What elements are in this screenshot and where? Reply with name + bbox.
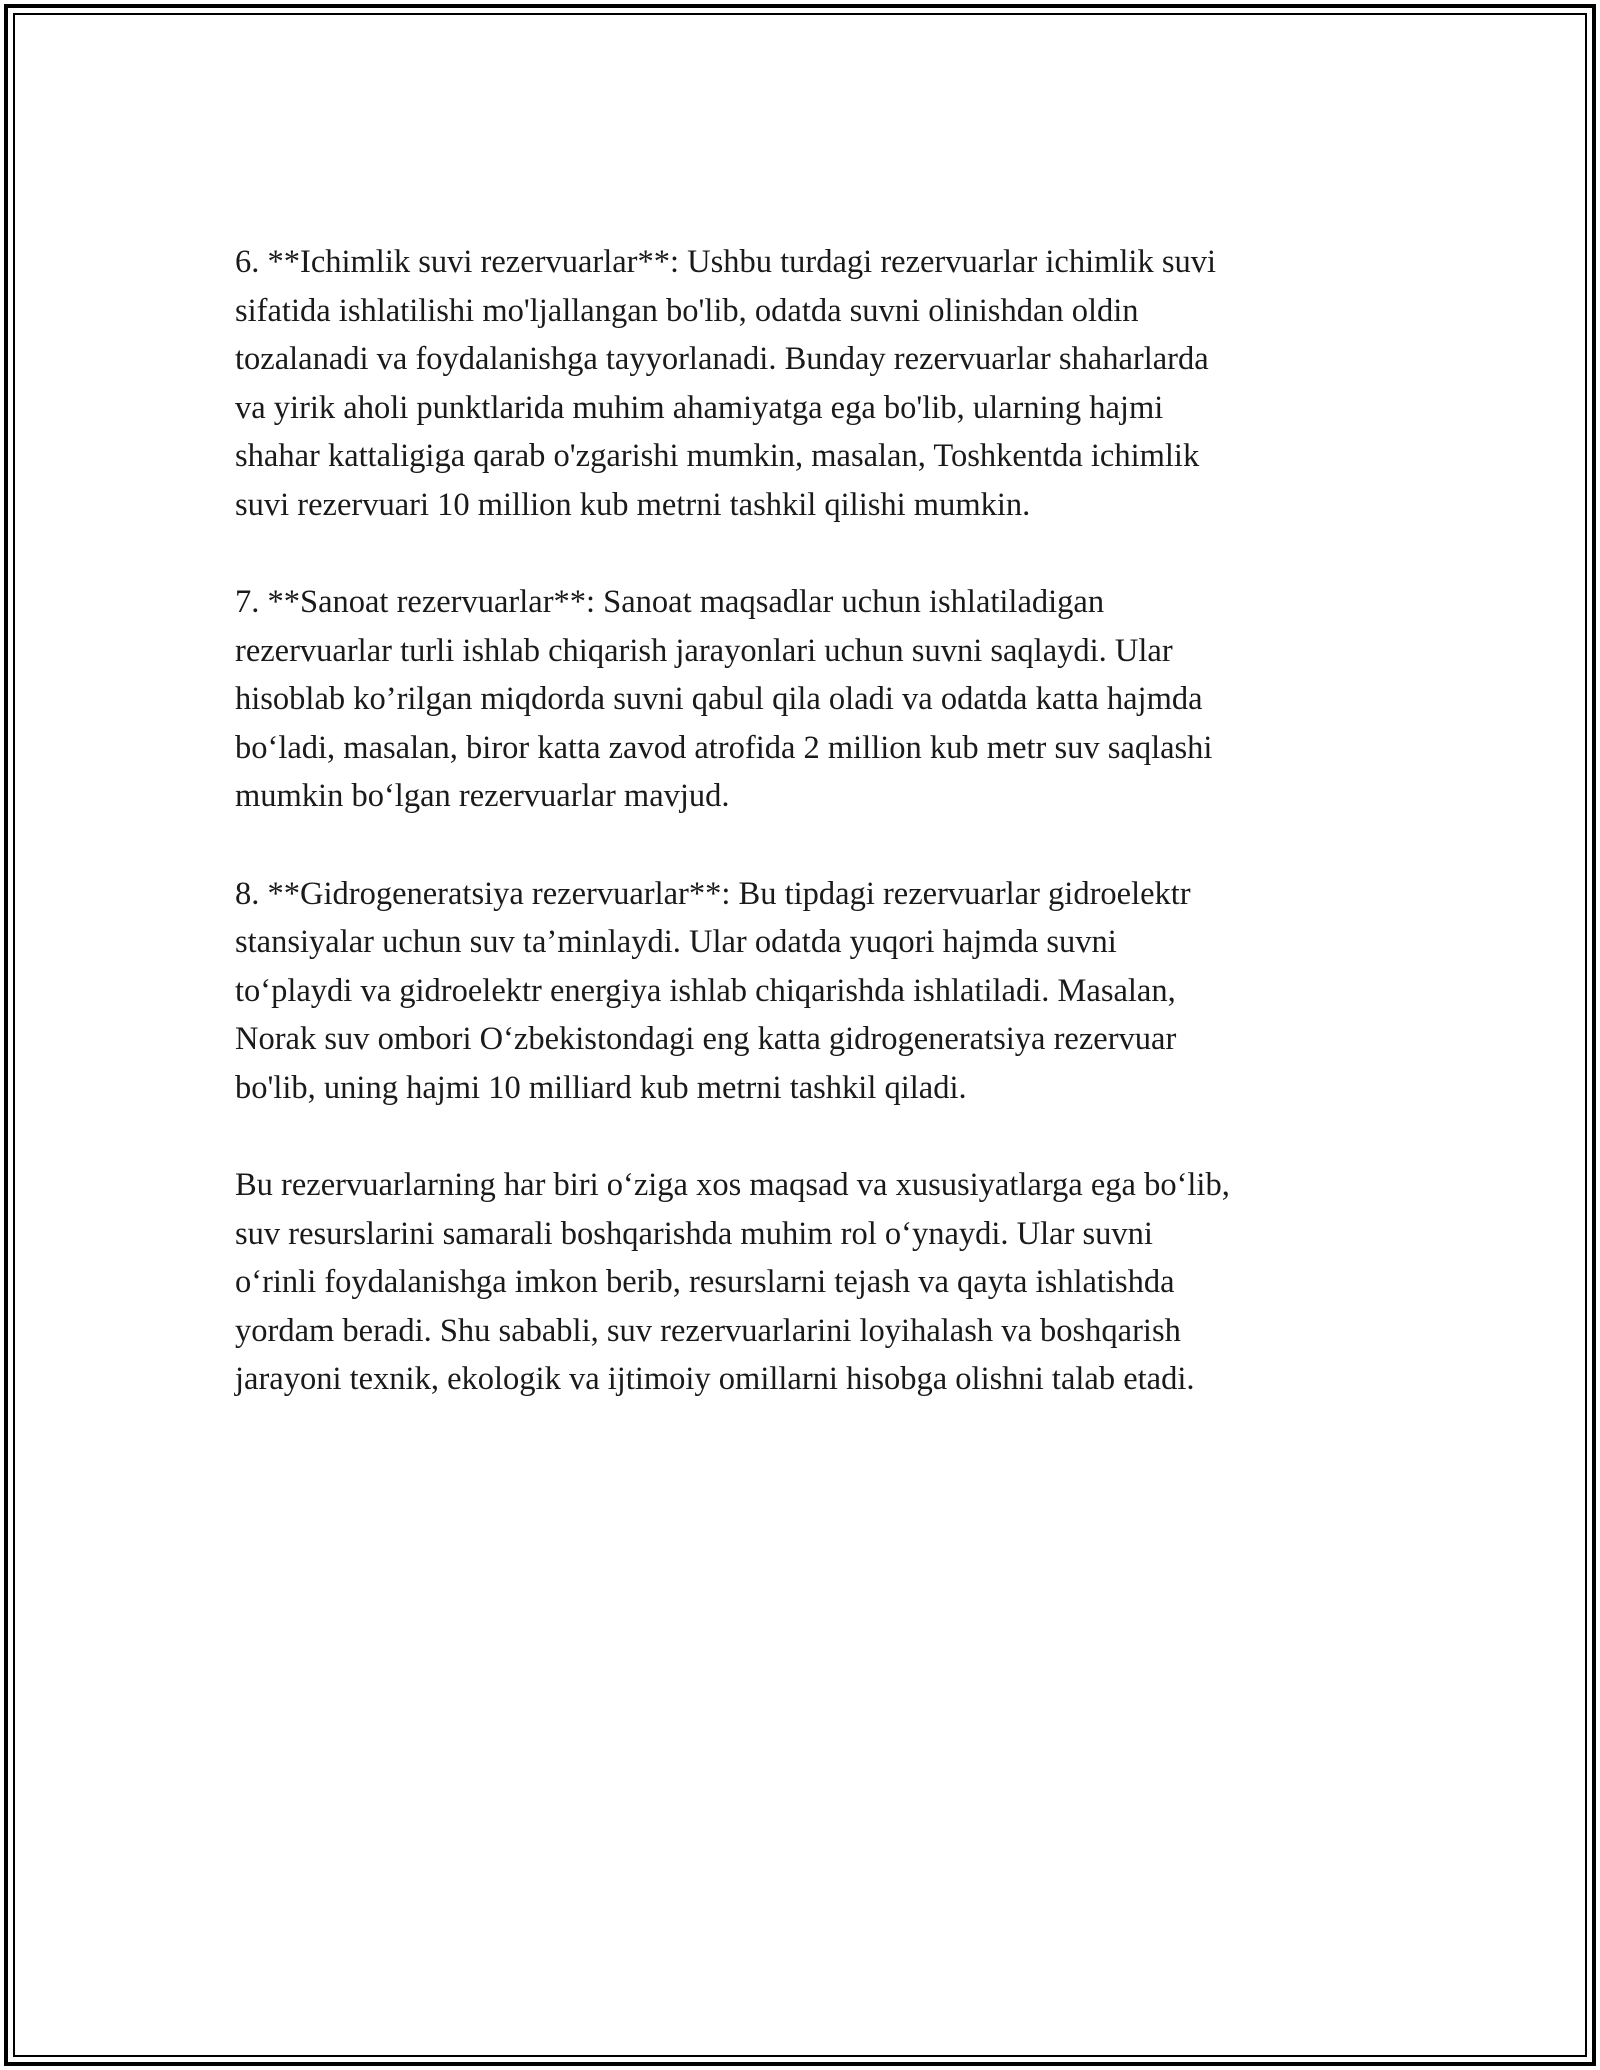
document-body (235, 238, 1385, 1453)
text-line: jarayoni texnik, ekologik va ijtimoiy omillarni hisobga olishni talab etadi. (235, 1361, 1195, 1397)
paragraph-drinking-water-reservoirs (235, 238, 1385, 529)
text-line: Bu rezervuarlarning har biri o‘ziga xos maqsad va xususiyatlarga ega bo‘lib, (235, 1167, 1230, 1203)
text-line: 8. **Gidrogeneratsiya rezervuarlar**: Bu tipdagi rezervuarlar gidroelektr (235, 875, 1191, 912)
text-line: tozalanadi va foydalanishga tayyorlanadi. Bunday rezervuarlar shaharlarda (235, 341, 1209, 377)
text-line: to‘playdi va gidroelektr energiya ishlab chiqarishda ishlatiladi. Masalan, (235, 972, 1176, 1009)
text-line: yordam beradi. Shu sababli, suv rezervuarlarini loyihalash va boshqarish (235, 1312, 1181, 1349)
text-line: shahar kattaligiga qarab o'zgarishi mumkin, masalan, Toshkentda ichimlik (235, 438, 1200, 474)
text-line: va yirik aholi punktlarida muhim ahamiyatga ega bo'lib, ularning hajmi (235, 389, 1164, 426)
text-line: sifatida ishlatilishi mo'ljallangan bo'lib, odatda suvni olinishdan oldin (235, 292, 1139, 329)
text-line: stansiyalar uchun suv ta’minlaydi. Ular odatda yuqori hajmda suvni (235, 924, 1117, 960)
paragraph-hydrogeneration-reservoirs (235, 870, 1385, 1113)
text-line: hisoblab ko’rilgan miqdorda suvni qabul qila oladi va odatda katta hajmda (235, 681, 1203, 717)
text-line: suv resurslarini samarali boshqarishda muhim rol o‘ynaydi. Ular suvni (235, 1215, 1153, 1252)
text-line: 6. **Ichimlik suvi rezervuarlar**: Ushbu turdagi rezervuarlar ichimlik suvi (235, 244, 1217, 280)
text-line: 7. **Sanoat rezervuarlar**: Sanoat maqsadlar uchun ishlatiladigan (235, 584, 1105, 620)
text-line: Norak suv ombori O‘zbekistondagi eng katta gidrogeneratsiya rezervuar (235, 1021, 1177, 1057)
paragraph-industrial-reservoirs (235, 578, 1385, 821)
text-line: mumkin bo‘lgan rezervuarlar mavjud. (235, 778, 730, 814)
text-line: o‘rinli foydalanishga imkon berib, resurslarni tejash va qayta ishlatishda (235, 1264, 1175, 1300)
paragraph-conclusion (235, 1161, 1385, 1404)
text-line: suvi rezervuari 10 million kub metrni tashkil qilishi mumkin. (235, 486, 1031, 523)
text-line: bo‘ladi, masalan, biror katta zavod atrofida 2 million kub metr suv saqlashi (235, 729, 1213, 766)
text-line: rezervuarlar turli ishlab chiqarish jarayonlari uchun suvni saqlaydi. Ular (235, 632, 1173, 669)
text-line: bo'lib, uning hajmi 10 milliard kub metrni tashkil qiladi. (235, 1069, 967, 1106)
